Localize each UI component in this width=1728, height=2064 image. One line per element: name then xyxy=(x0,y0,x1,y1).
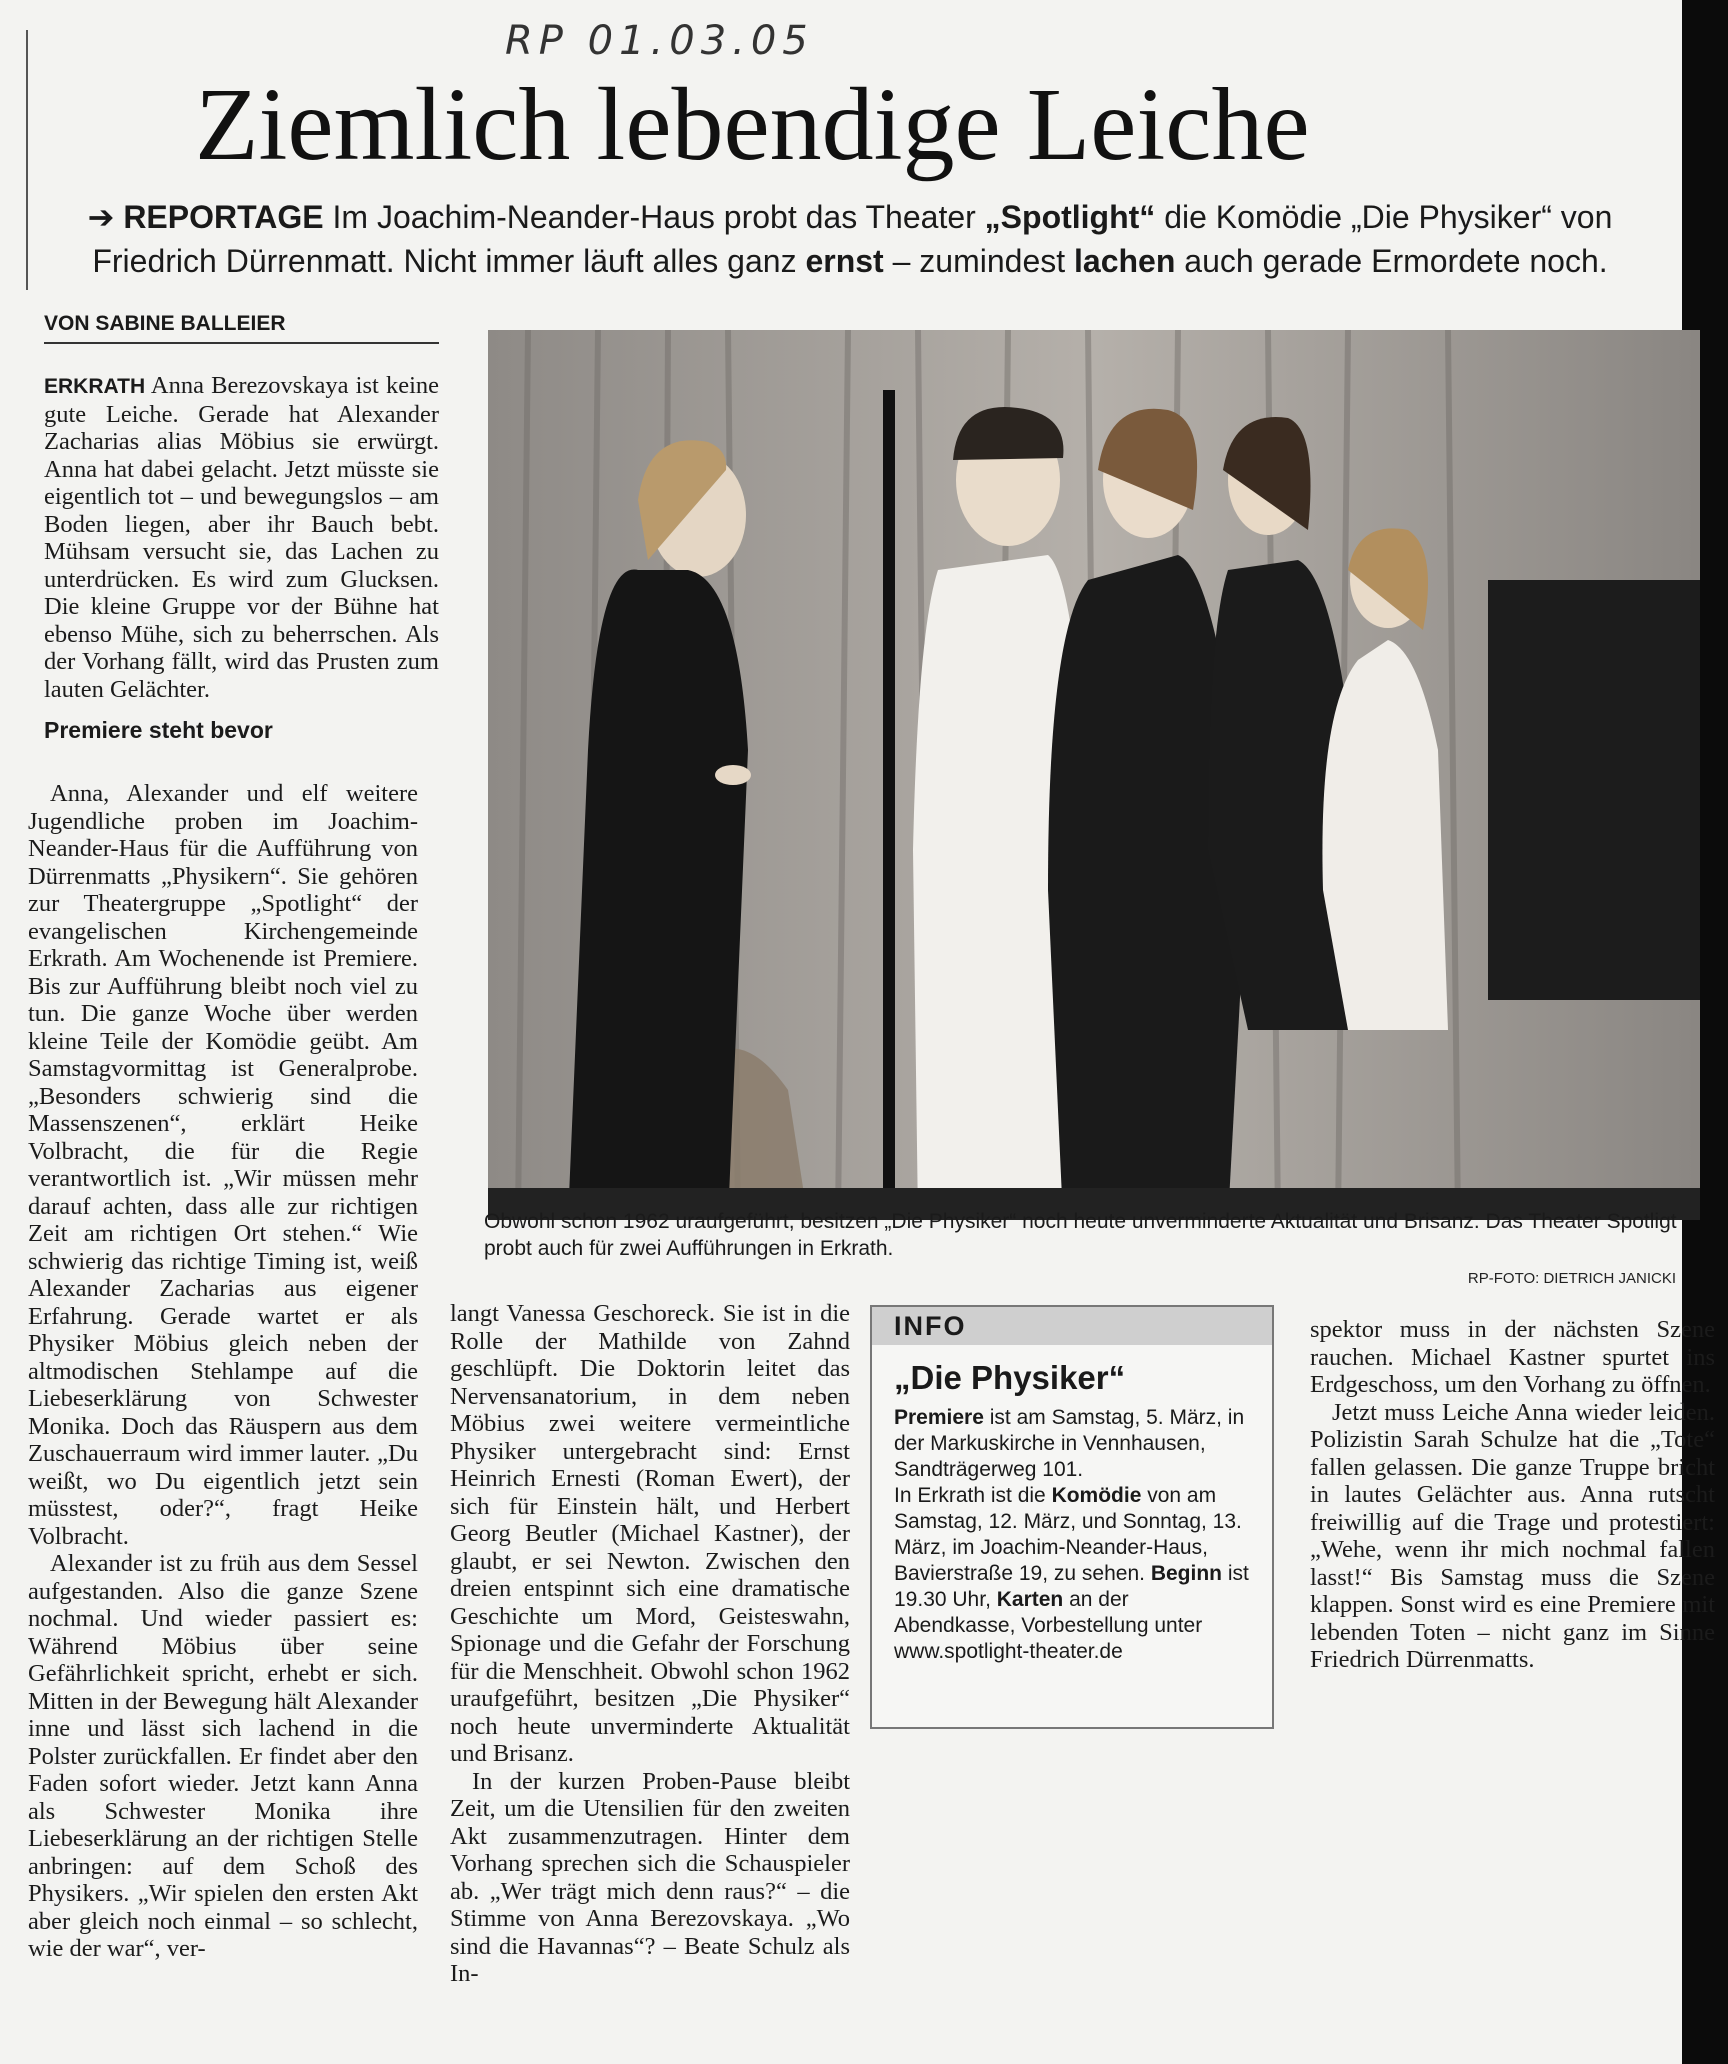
info-span: von am Samstag, 12. März, und Sonntag, 13. März, im Joachim-Neander-Haus, Bavierstraße 19, zu sehen. xyxy=(894,1484,1242,1585)
info-text xyxy=(894,1405,1250,1665)
subhead-bold: ernst xyxy=(805,243,884,279)
arrow-icon: ➔ xyxy=(87,199,115,235)
info-bold: Premiere xyxy=(894,1406,984,1429)
photo-illustration xyxy=(488,330,1700,1220)
info-title: „Die Physiker“ xyxy=(894,1359,1126,1396)
paragraph: In der kurzen Proben-Pause bleibt Zeit, um die Utensilien für den zweiten Akt zusammenzutragen. Hinter dem Vorhang sprechen sich die Schauspieler ab. „Wer trägt mich denn raus?“ – die Stimme von Anna Berezovskaya. „Wo sind die Havannas“? – Beate Schulz als In- xyxy=(450,1767,850,1987)
kicker: REPORTAGE xyxy=(123,199,324,235)
info-span: an der Abendkasse, Vorbestellung unter www.spotlight-theater.de xyxy=(894,1588,1203,1663)
paragraph: langt Vanessa Geschoreck. Sie ist in die Rolle der Mathilde von Zahnd geschlüpft. Die Doktorin leitet das Nervensanatorium, in dem neben Möbius zwei weitere vermeintliche Physiker untergebracht sind: Ernst Heinrich Ernesti (Roman Ewert), der sich für Einstein hält, und Herbert Georg Beutler (Michael Kastner), der glaubt, er sei Newton. Zwischen den dreien entspinnt sich eine dramatische Geschichte um Mord, Geisteswahn, Spionage und die Gefahr der Forschung für die Menschheit. Obwohl schon 1962 uraufgeführt, besitzen „Die Physiker“ noch heute unverminderte Aktualität und Brisanz. xyxy=(450,1300,850,1767)
article-column-1 xyxy=(44,372,439,751)
subhead-text: auch gerade Ermordete noch. xyxy=(1175,243,1608,279)
info-span: ist am Samstag, 5. März, in der Markuskirche in Vennhausen, Sandträgerweg 101. xyxy=(894,1406,1245,1481)
paragraph-text: Anna Berezovskaya ist keine gute Leiche. Gerade hat Alexander Zacharias alias Möbius sie erwürgt. Anna hat dabei gelacht. Jetzt müsste sie eigentlich tot – und bewegungslos – am Boden liegen, aber ihr Bauch bebt. Mühsam versucht sie, das Lachen zu unterdrücken. Es wird zum Glucksen. Die kleine Gruppe vor der Bühne hat ebenso Mühe, sich zu beherrschen. Als der Vorhang fällt, wird das Prusten zum lauten Gelächter. xyxy=(44,372,439,703)
subheadline xyxy=(40,195,1660,283)
paragraph: spektor muss in der nächsten Szene rauchen. Michael Kastner spurtet ins Erdgeschoss, um den Vorhang zu öffnen. xyxy=(1310,1316,1715,1398)
info-bold: Karten xyxy=(996,1588,1064,1611)
handwritten-date-note: RP 01.03.05 xyxy=(505,18,814,64)
article-column-1b xyxy=(28,780,418,1963)
info-bold: Beginn xyxy=(1150,1562,1222,1585)
info-span: In Erkrath ist die xyxy=(894,1484,1052,1507)
info-box xyxy=(870,1305,1274,1729)
subhead-bold: lachen xyxy=(1074,243,1176,279)
paragraph xyxy=(44,372,439,703)
article-column-2 xyxy=(450,1300,850,1988)
stage-photo xyxy=(488,330,1700,1220)
info-span: ist 19.30 Uhr, xyxy=(894,1562,1249,1611)
column-rule xyxy=(26,30,28,290)
article-column-4 xyxy=(1310,1316,1715,1674)
subhead-bold: „Spotlight“ xyxy=(984,199,1156,235)
headline: Ziemlich lebendige Leiche xyxy=(195,67,1310,182)
info-label: INFO xyxy=(872,1307,1272,1345)
info-bold: Komödie xyxy=(1051,1484,1142,1507)
photo-caption: Obwohl schon 1962 uraufgeführt, besitzen „Die Physiker“ noch heute unverminderte Aktualität und Brisanz. Das Theater Spotligt probt auch für zwei Aufführungen in Erkrath. xyxy=(484,1210,1677,1260)
subhead-text: die Komödie „Die Physiker“ von Friedrich Dürrenmatt. Nicht immer läuft alles ganz xyxy=(92,199,1613,279)
paragraph: Alexander ist zu früh aus dem Sessel aufgestanden. Also die ganze Szene nochmal. Und wieder passiert es: Während Möbius über seine Gefährlichkeit spricht, erhebt er sich. Mitten in der Bewegung hält Alexander inne und lässt sich lachend in die Polster zurückfallen. Er findet aber den Faden sofort wieder. Jetzt kann Anna als Schwester Monika ihre Liebeserklärung an der richtigen Stelle anbringen: auf dem Schoß des Physikers. „Wir spielen den ersten Akt aber gleich noch einmal – so schlecht, wie der war“, ver- xyxy=(28,1550,418,1962)
photo-credit: RP-FOTO: DIETRICH JANICKI xyxy=(1467,1270,1676,1287)
subhead-text: – zumindest xyxy=(883,243,1075,279)
subheading: Premiere steht bevor xyxy=(44,717,273,743)
paragraph: Anna, Alexander und elf weitere Jugendliche proben im Joachim-Neander-Haus für die Aufführung von Dürrenmatts „Physikern“. Sie gehören zur Theatergruppe „Spotlight“ der evangelischen Kirchengemeinde Erkrath. Am Wochenende ist Premiere. Bis zur Aufführung bleibt noch viel zu tun. Die ganze Woche über werden kleine Teile der Komödie geübt. Am Samstagvormittag ist Generalprobe. „Besonders schwierig sind die Massenszenen“, erklärt Heike Volbracht, die für die Regie verantwortlich ist. „Wir müssen mehr darauf achten, dass alle zur richtigen Zeit am richtigen Ort stehen.“ Wie schwierig das richtige Timing ist, weiß Alexander Zacharias aus eigener Erfahrung. Gerade wartet er als Physiker Möbius gleich neben der altmodischen Stehlampe auf die Liebeserklärung von Schwester Monika. Doch das Räuspern aus dem Zuschauerraum wird immer lauter. „Du weißt, wo Du eigentlich jetzt sein müsstest, oder?“, fragt Heike Volbracht. xyxy=(28,780,418,1550)
dateline: ERKRATH xyxy=(44,375,146,398)
paragraph: Jetzt muss Leiche Anna wieder leiden. Polizistin Sarah Schulze hat die „Tote“ fallen gelassen. Die ganze Truppe bricht in lautes Gelächter aus. Anna rutscht freiwillig auf die Trage und protestiert: „Wehe, wenn ihr mich nochmal fallen lasst!“ Bis Samstag muss die Szene klappen. Sonst wird es eine Premiere mit lebenden Toten – nicht ganz im Sinne Friedrich Dürrenmatts. xyxy=(1310,1398,1715,1673)
subhead-text: Im Joachim-Neander-Haus probt das Theater xyxy=(323,199,985,235)
byline: VON SABINE BALLEIER xyxy=(44,312,439,344)
